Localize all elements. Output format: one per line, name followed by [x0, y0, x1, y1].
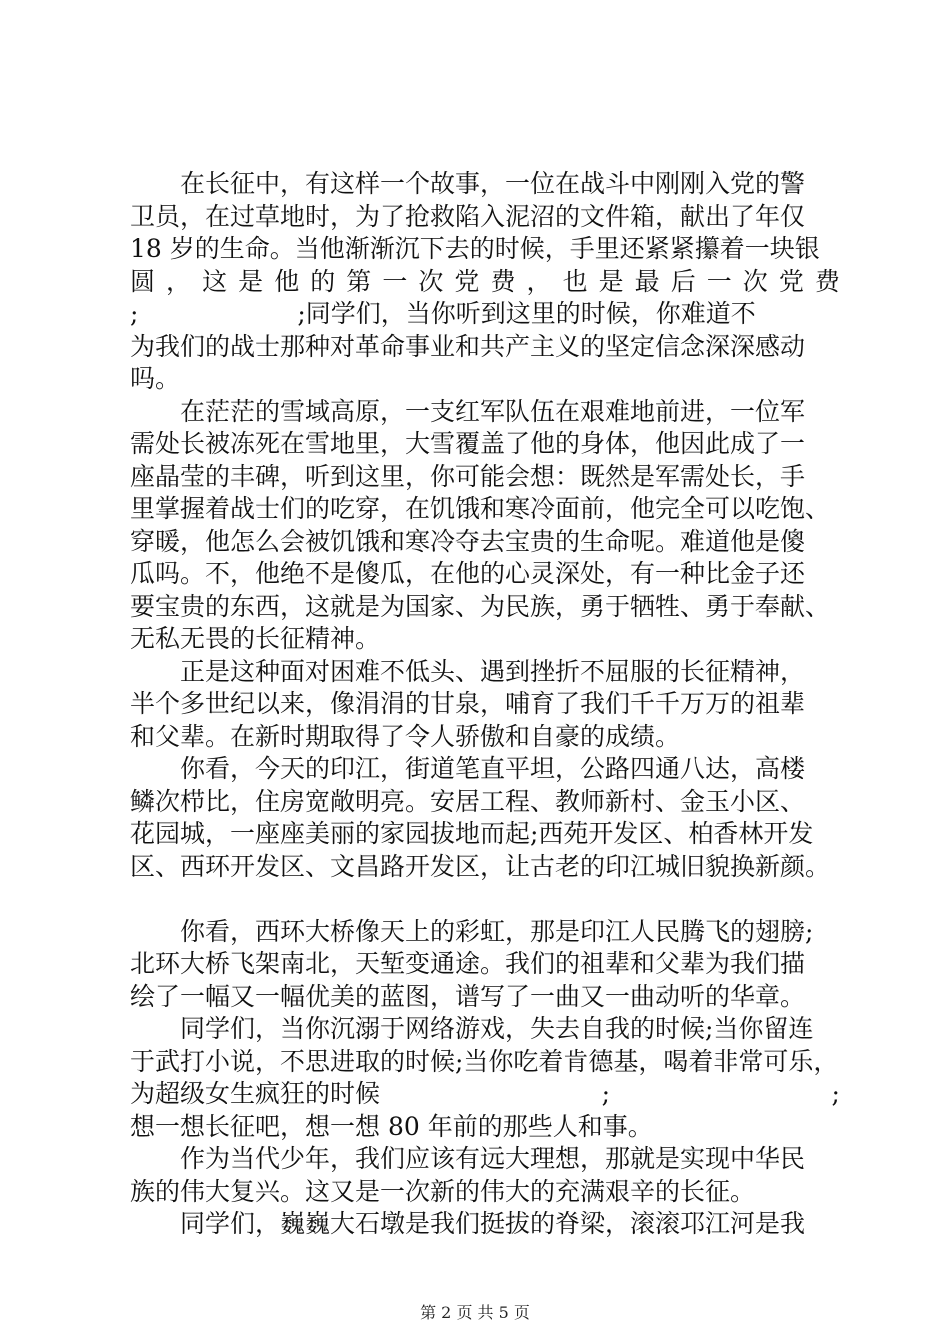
text-line: 需处长被冻死在雪地里，大雪覆盖了他的身体，他因此成了一: [130, 429, 806, 458]
text-line: 于武打小说，不思进取的时候;当你吃着肯德基，喝着非常可乐，: [130, 1046, 839, 1076]
text-line: 北环大桥飞架南北，天堑变通途。我们的祖辈和父辈为我们描: [130, 949, 806, 978]
body-text: [130, 168, 840, 1241]
text-line: 吗。: [130, 364, 181, 393]
page-footer: 第 2 页 共 5 页: [420, 1303, 530, 1322]
text-line: 里掌握着战士们的吃穿，在饥饿和寒冷面前，他完全可以吃饱、: [130, 494, 831, 523]
text-line: 和父辈。在新时期取得了令人骄傲和自豪的成绩。: [130, 721, 681, 751]
text-line: 同学们，巍巍大石墩是我们挺拔的脊梁，滚滚邛江河是我: [180, 1209, 806, 1238]
text-line: 族的伟大复兴。这又是一次新的伟大的充满艰辛的长征。: [130, 1176, 756, 1206]
text-line: 无私无畏的长征精神。: [130, 624, 381, 653]
text-line: 18 岁的生命。当他渐渐沉下去的时候，手里还紧紧攥着一块银: [130, 234, 820, 263]
paragraph-gap: [130, 883, 840, 916]
text-line: 花园城，一座座美丽的家园拔地而起;西苑开发区、柏香林开发: [130, 819, 814, 848]
text-line: 要宝贵的东西，这就是为国家、为民族，勇于牺牲、勇于奉献、: [130, 591, 831, 621]
text-line: 鳞次栉比，住房宽敞明亮。安居工程、教师新村、金玉小区、: [130, 786, 806, 816]
text-line: 半个多世纪以来，像涓涓的甘泉，哺育了我们千千万万的祖辈: [130, 689, 806, 718]
text-line: 在长征中，有这样一个故事，一位在战斗中刚刚入党的警: [180, 169, 806, 198]
text-line: 卫员，在过草地时，为了抢救陷入泥沼的文件箱，献出了年仅: [130, 201, 806, 231]
text-line: 在茫茫的雪域高原，一支红军队伍在艰难地前进，一位军: [180, 396, 806, 426]
text-line: 座晶莹的丰碑，听到这里，你可能会想：既然是军需处长，手: [130, 461, 806, 491]
text-line: 你看，西环大桥像天上的彩虹，那是印江人民腾飞的翅膀;: [180, 916, 814, 946]
text-line: 瓜吗。不，他绝不是傻瓜，在他的心灵深处，有一种比金子还: [130, 559, 806, 588]
text-line: 穿暖，他怎么会被饥饿和寒冷夺去宝贵的生命呢。难道他是傻: [130, 526, 806, 556]
text-line: 绘了一幅又一幅优美的蓝图，谱写了一曲又一曲动听的华章。: [130, 981, 806, 1011]
text-line: 想一想长征吧，想一想 80 年前的那些人和事。: [130, 1111, 653, 1141]
text-line: ; ;同学们，当你听到这里的时候，你难道不: [130, 299, 756, 328]
text-line: 区、西环开发区、文昌路开发区，让古老的印江城旧貌换新颜。: [130, 851, 831, 881]
text-line-justified: 为超级女生疯狂的时候 ; ;: [130, 1079, 840, 1108]
text-line: 你看，今天的印江，街道笔直平坦，公路四通八达，高楼: [180, 754, 806, 783]
text-line-justified: 圆 ， 这 是 他 的 第 一 次 党 费 ， 也 是 最 后 一 次 党 费: [130, 266, 840, 296]
text-line: 正是这种面对困难不低头、遇到挫折不屈服的长征精神，: [180, 656, 806, 686]
text-line: 为我们的战士那种对革命事业和共产主义的坚定信念深深感动: [130, 331, 806, 361]
text-line: 同学们，当你沉溺于网络游戏，失去自我的时候;当你留连: [180, 1014, 814, 1043]
text-line: 作为当代少年，我们应该有远大理想，那就是实现中华民: [180, 1144, 806, 1173]
